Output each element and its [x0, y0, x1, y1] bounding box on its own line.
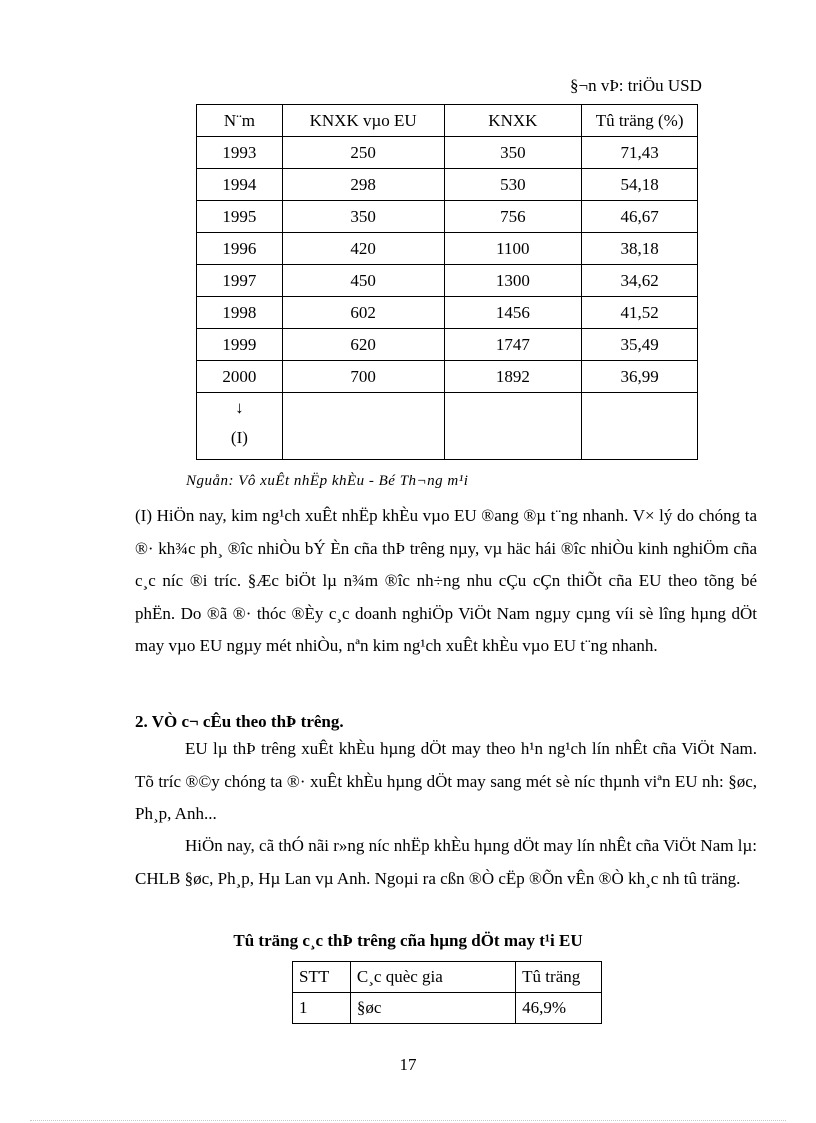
cell-knxk: 1747	[444, 329, 582, 361]
export-table	[196, 104, 698, 460]
cell-knxk: 756	[444, 201, 582, 233]
cell-share: 41,52	[582, 297, 698, 329]
cell-share: 54,18	[582, 169, 698, 201]
cell-share: 71,43	[582, 137, 698, 169]
cell-year: 2000	[197, 361, 283, 393]
cell-knxk-eu: 420	[282, 233, 444, 265]
cell-knxk-eu: 250	[282, 137, 444, 169]
share-header-row	[293, 962, 602, 993]
cell-knxk-eu: 602	[282, 297, 444, 329]
cell-share: 46,67	[582, 201, 698, 233]
header-cell-knxk-eu: KNXK vµo EU	[282, 105, 444, 137]
paragraph-2: EU lµ thÞ trêng xuÊt khÈu hµng dÖt may theo h¹n ng¹ch lín nhÊt cña ViÖt Nam. Tõ tríc ®©y chóng ta ®· xuÊt khÈu hµng dÖt may sang mét sè níc thµnh viªn EU nh: §øc, Ph¸p, Anh...	[135, 739, 757, 823]
cell-share: 35,49	[582, 329, 698, 361]
cell-knxk-eu: 298	[282, 169, 444, 201]
cell-year: 1996	[197, 233, 283, 265]
cell-knxk-eu: 700	[282, 361, 444, 393]
table-row	[197, 201, 698, 233]
empty-cell	[582, 393, 698, 460]
cell-knxk-eu: 620	[282, 329, 444, 361]
note-cell	[197, 393, 283, 460]
header-cell-country: C¸c quèc gia	[350, 962, 515, 993]
header-cell-share: Tû träng (%)	[582, 105, 698, 137]
paragraph-3: HiÖn nay, cã thÓ nãi r»ng níc nhËp khÈu hµng dÖt may lín nhÊt cña ViÖt Nam lµ: CHLB §øc, Ph¸p, Hµ Lan vµ Anh. Ngoµi ra cßn ®Ò cËp ®Õn vÊn ®Ò kh¸c nh tû träng.	[135, 836, 757, 888]
empty-cell	[444, 393, 582, 460]
cell-year: 1993	[197, 137, 283, 169]
cell-share: 34,62	[582, 265, 698, 297]
section-heading: 2. VÒ c¬ cÊu theo thÞ trêng.	[135, 712, 344, 731]
cell-year: 1994	[197, 169, 283, 201]
header-cell-stt: STT	[293, 962, 351, 993]
table-row	[197, 233, 698, 265]
cell-knxk: 1892	[444, 361, 582, 393]
share-table-title: Tû träng c¸c thÞ trêng cña hµng dÖt may t¹i EU	[233, 931, 583, 950]
share-table	[292, 961, 602, 1024]
unit-label: §¬n vÞ: triÖu USD	[570, 76, 702, 95]
table-row	[197, 265, 698, 297]
cell-knxk: 350	[444, 137, 582, 169]
header-cell-share: Tû träng	[516, 962, 602, 993]
table-row	[197, 361, 698, 393]
table-header-row	[197, 105, 698, 137]
cell-share: 38,18	[582, 233, 698, 265]
down-arrow-icon: ↓	[235, 398, 244, 417]
cell-year: 1995	[197, 201, 283, 233]
table-row	[197, 329, 698, 361]
empty-cell	[282, 393, 444, 460]
footer-divider	[30, 1120, 786, 1121]
header-cell-year: N¨m	[197, 105, 283, 137]
table-source: Nguån: Vô xuÊt nhËp khÈu - Bé Th¬ng m¹i	[186, 473, 469, 489]
cell-year: 1998	[197, 297, 283, 329]
cell-share: 46,9%	[516, 993, 602, 1024]
page-number: 17	[399, 1055, 417, 1074]
cell-knxk: 1456	[444, 297, 582, 329]
cell-knxk: 530	[444, 169, 582, 201]
table-row	[293, 993, 602, 1024]
cell-knxk-eu: 450	[282, 265, 444, 297]
cell-year: 1999	[197, 329, 283, 361]
cell-knxk: 1300	[444, 265, 582, 297]
table-row-note	[197, 393, 698, 460]
cell-year: 1997	[197, 265, 283, 297]
cell-share: 36,99	[582, 361, 698, 393]
table-row	[197, 297, 698, 329]
cell-knxk: 1100	[444, 233, 582, 265]
cell-knxk-eu: 350	[282, 201, 444, 233]
paragraph-1: (I) HiÖn nay, kim ng¹ch xuÊt nhËp khÈu vµo EU ®ang ®µ t¨ng nhanh. V× lý do chóng ta ®· kh¾c ph¸ ®îc nhiÒu bÝ Èn cña thÞ trêng nµy, vµ häc hái ®îc nhiÒu kinh nghiÖm cña c¸c níc ®i tríc. §Æc biÖt lµ n¾m ®îc nh÷ng nhu cÇu cÇn thiÕt cña EU theo tõng bé phËn. Do ®ã ®· thóc ®Èy c¸c doanh nghiÖp ViÖt Nam ngµy cµng víi sè lîng hµng dÖt may vµo EU ngµy mét nhiÒu, nªn kim ng¹ch xuÊt khÈu vµo EU t¨ng nhanh.	[135, 506, 757, 655]
table-row	[197, 137, 698, 169]
header-cell-knxk: KNXK	[444, 105, 582, 137]
table-row	[197, 169, 698, 201]
cell-country: §øc	[350, 993, 515, 1024]
note-mark: (I)	[230, 428, 248, 447]
cell-stt: 1	[293, 993, 351, 1024]
